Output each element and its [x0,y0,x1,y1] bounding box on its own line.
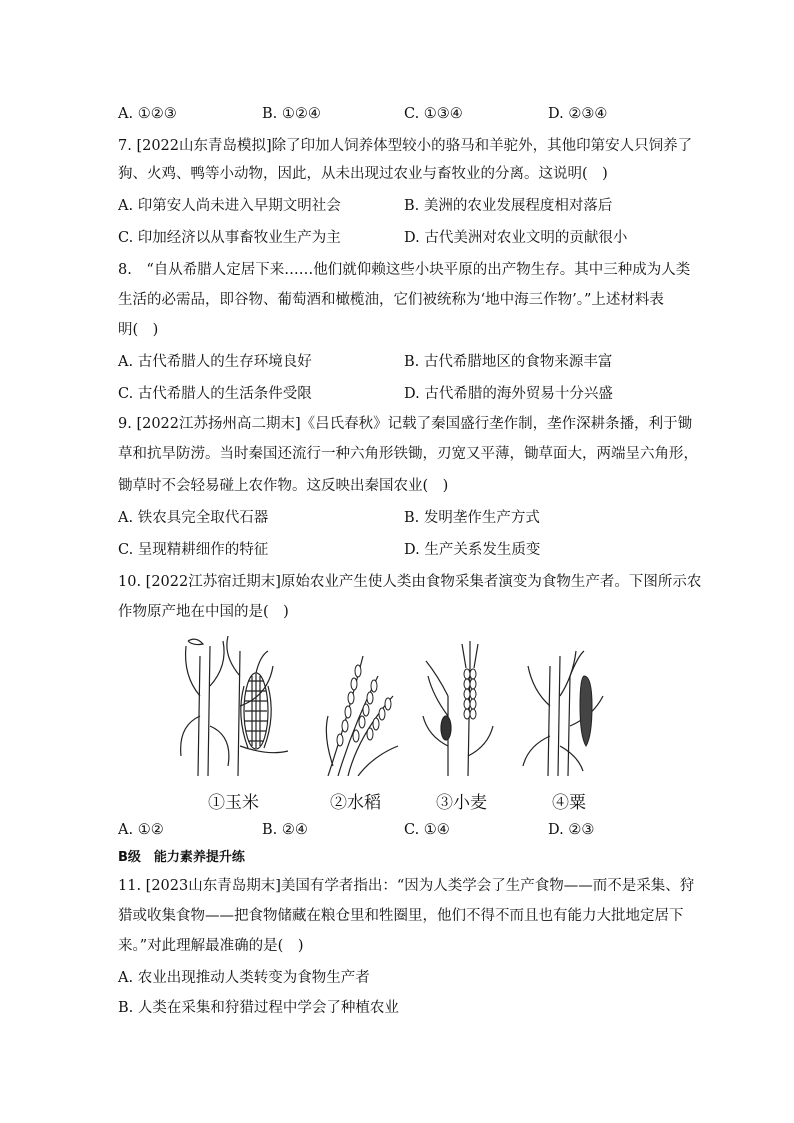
q9-option-d[interactable]: D. 生产关系发生质变 [404,542,541,558]
q8-option-a[interactable]: A. 古代希腊人的生存环境良好 [118,354,312,370]
q7-option-a[interactable]: A. 印第安人尚未进入早期文明社会 [118,198,341,214]
q11-option-a[interactable]: A. 农业出现推动人类转变为食物生产者 [118,970,370,986]
q9-option-b[interactable]: B. 发明垄作生产方式 [404,510,540,526]
q10-option-c[interactable]: C. ①④ [404,822,450,838]
caption-wheat: ③小麦 [436,793,487,813]
q8-option-d[interactable]: D. 古代希腊的海外贸易十分兴盛 [404,386,613,402]
q10-stem-line1: 10. [2022江苏宿迁期末]原始农业产生使人类由食物采集者演变为食物生产者。下图所示农 [118,574,702,590]
q9-option-a[interactable]: A. 铁农具完全取代石器 [118,510,269,526]
millet-illustration [518,636,608,776]
q10-option-b[interactable]: B. ②④ [262,822,308,838]
q8-stem-line3: 明( ) [118,322,159,338]
q10-option-a[interactable]: A. ①② [118,822,164,838]
q8-stem-line1: 8. “自从希腊人定居下来……他们就仰赖这些小块平原的出产物生存。其中三种成为人类 [118,262,691,278]
q9-stem-line3: 锄草时不会轻易碰上农作物。这反映出秦国农业( ) [118,478,449,494]
q6-option-c[interactable]: C. ①③④ [404,106,463,122]
section-b-heading: B级 能力素养提升练 [118,850,245,865]
q10-stem-line2: 作物原产地在中国的是( ) [118,604,289,620]
q11-stem-line2: 猎或收集食物——把食物储藏在粮仓里和牲圈里，他们不得不而且也有能力大批地定居下 [118,908,684,924]
caption-millet: ④粟 [552,793,586,813]
q7-option-c[interactable]: C. 印加经济以从事畜牧业生产为主 [118,230,341,246]
q8-stem-line2: 生活的必需品，即谷物、葡萄酒和橄榄油，它们被统称为‘地中海三作物’。”上述材料表 [118,292,664,308]
q7-stem-line1: 7. [2022山东青岛模拟]除了印加人饲养体型较小的骆马和羊驼外，其他印第安人只饲养了 [118,138,693,154]
rice-illustration [318,636,408,776]
q10-option-d[interactable]: D. ②③ [548,822,595,838]
q8-option-b[interactable]: B. 古代希腊地区的食物来源丰富 [404,354,613,370]
q7-option-d[interactable]: D. 古代美洲对农业文明的贡献很小 [404,230,628,246]
q6-option-d[interactable]: D. ②③④ [548,106,608,122]
q8-option-c[interactable]: C. 古代希腊人的生活条件受限 [118,386,312,402]
caption-rice: ②水稻 [330,793,381,813]
q7-option-b[interactable]: B. 美洲的农业发展程度相对落后 [404,198,613,214]
q11-stem-line3: 来。”对此理解最准确的是( ) [118,938,304,954]
corn-illustration [178,636,298,776]
q6-option-a[interactable]: A. ①②③ [118,106,177,122]
crops-figure [178,636,618,816]
q9-stem-line1: 9. [2022江苏扬州高二期末]《吕氏春秋》记载了秦国盛行垄作制，垄作深耕条播，利于锄 [118,416,693,432]
q11-stem-line1: 11. [2023山东青岛期末]美国有学者指出：“因为人类学会了生产食物——而不是采集、狩 [118,878,695,894]
wheat-illustration [418,636,498,776]
q6-option-b[interactable]: B. ①②④ [262,106,321,122]
q7-stem-line2: 狗、火鸡、鸭等小动物，因此，从未出现过农业与畜牧业的分离。这说明( ) [118,166,608,182]
caption-corn: ①玉米 [208,793,259,813]
q11-option-b[interactable]: B. 人类在采集和狩猎过程中学会了种植农业 [118,1000,399,1016]
q9-stem-line2: 草和抗旱防涝。当时秦国还流行一种六角形铁锄，刃宽又平薄，锄草面大，两端呈六角形， [118,446,698,462]
q9-option-c[interactable]: C. 呈现精耕细作的特征 [118,542,269,558]
